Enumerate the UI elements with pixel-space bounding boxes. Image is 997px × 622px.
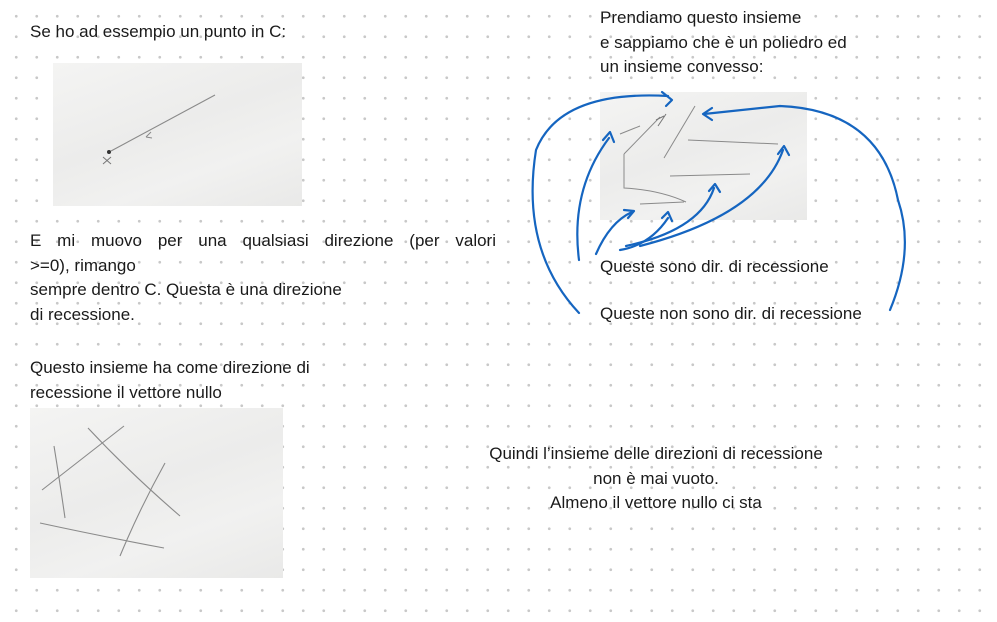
paragraph-line-1: E mi muovo per una qualsiasi direzione (per valori [30,231,496,250]
polyhedron-line-1: Prendiamo questo insieme [600,8,802,27]
zero-vector-line-1: Questo insieme ha come direzione di [30,358,310,377]
polyhedron-line-3: un insieme convesso: [600,57,764,76]
not-recession-label: Queste non sono dir. di recessione [600,304,862,323]
polyhedron-line-2: e sappiamo che è un poliedro ed [600,32,847,52]
paragraph-line-3: sempre dentro C. Questa è una direzione [30,280,342,299]
are-recession-label: Queste sono dir. di recessione [600,257,829,276]
paragraph-line-2: >=0), rimango [30,255,136,275]
arrow-not-recession-1 [533,95,668,313]
arrowhead-not-recession-1 [662,92,672,106]
arrow-recession-1 [577,138,609,260]
conclusion-line-3: Almeno il vettore nullo ci sta [550,493,762,512]
conclusion-line-1: Quindi l’insieme delle direzioni di recessione [489,444,823,463]
zero-vector-line-2: recessione il vettore nullo [30,382,222,402]
paragraph-line-4: di recessione. [30,304,135,324]
intro-point-text: Se ho ad essempio un punto in C: [30,22,287,41]
arrow-recession-5 [640,150,783,246]
conclusion-line-2: non è mai vuoto. [593,468,719,488]
